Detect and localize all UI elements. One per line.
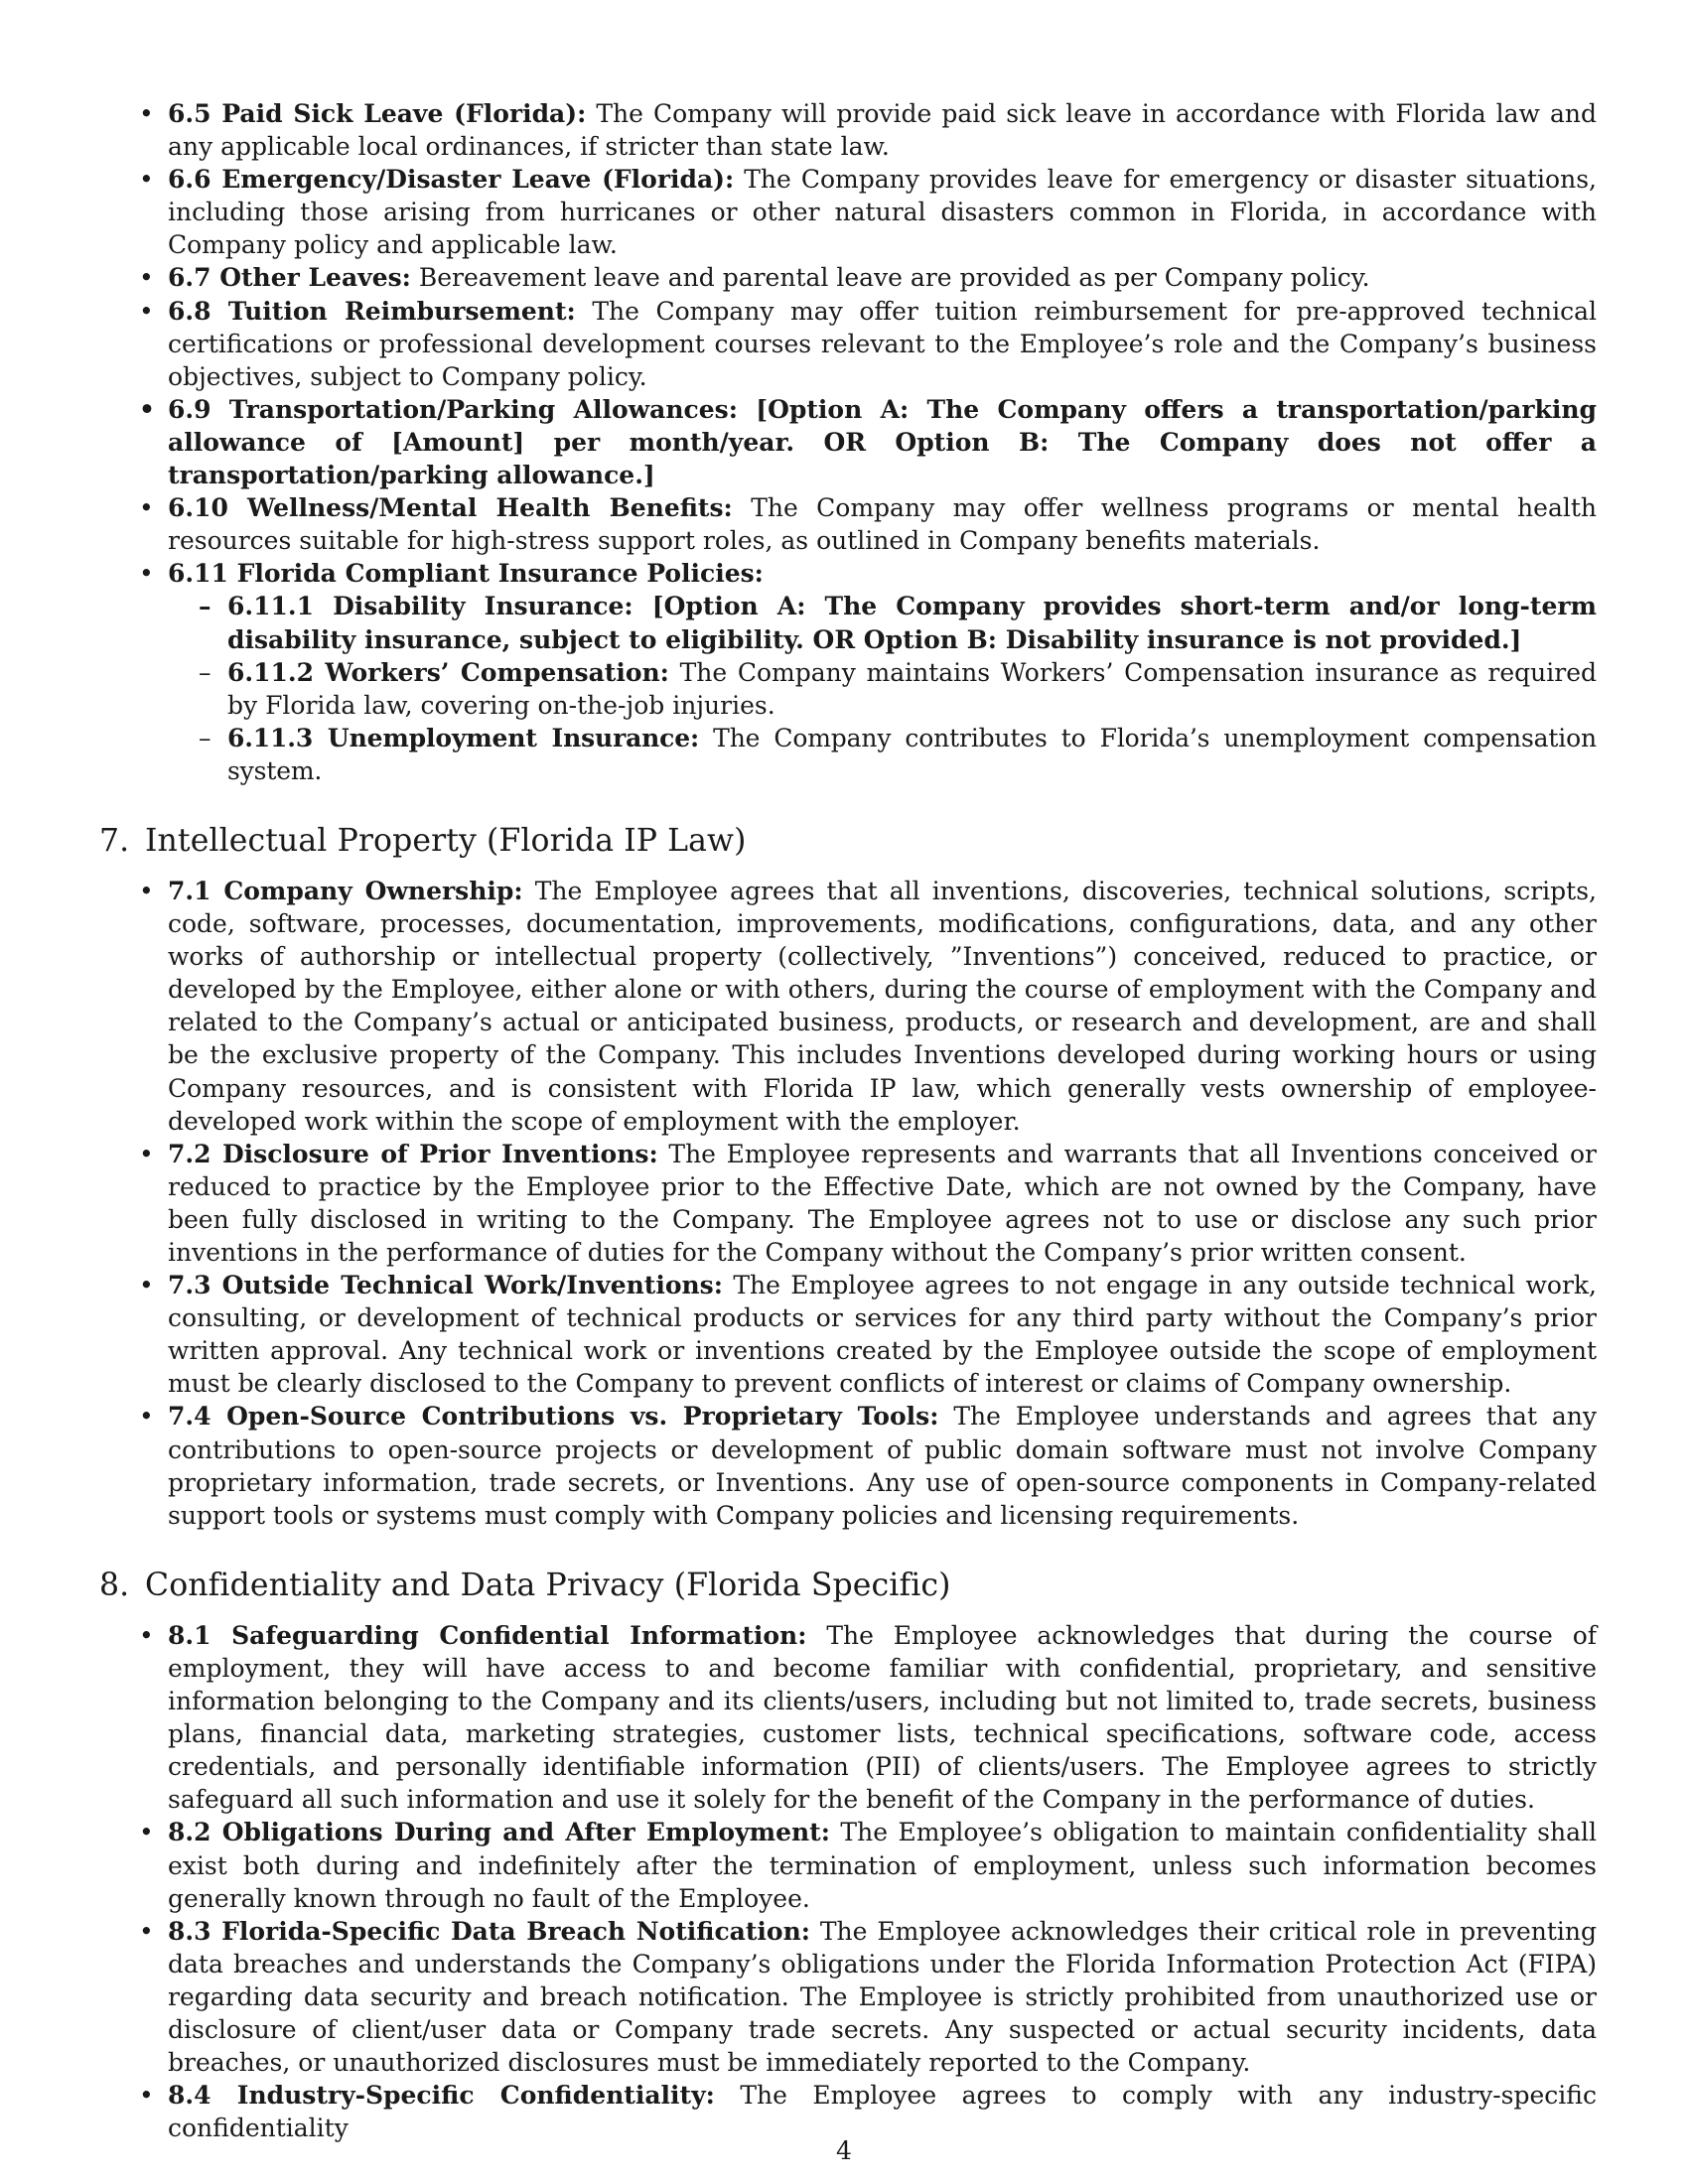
clause-text: The Company provides leave for emergency or disaster situations, including those arising from hurricanes or other natural disasters common in Florida, in accordance with Company policy and applicable law. [168, 165, 1597, 260]
clause-6-11-3 [99, 722, 1597, 787]
clause-8-4 [99, 2079, 1597, 2144]
clause-6-11-sublist [168, 590, 1597, 787]
clause-6-9 [99, 393, 1597, 491]
clause-6-7 [99, 261, 1597, 294]
section-8-heading [99, 1566, 1597, 1605]
clause-text: The Employee agrees that all inventions, discoveries, technical solutions, scripts, code, software, processes, documentation, improvements, modifications, configurations, data, and any other works of authorship or intellectual property (collectively, ”Inventions”) conceived, reduced to practice, or developed by the Employee, either alone or with others, during the course of employment with the Company and related to the Company’s actual or anticipated business, products, or research and development, are and shall be the exclusive property of the Company. This includes Inventions developed during working hours or using Company resources, and is consistent with Florida IP law, which generally vests ownership of employee-developed work within the scope of employment with the employer. [168, 876, 1597, 1136]
clause-text: [Option A: The Company offers a transportation/parking allowance of [Amount] per month/year. OR Option B: The Company does not offer a transportation/parking allowance.] [168, 394, 1597, 490]
clause-7-2 [99, 1138, 1597, 1269]
clause-text: The Employee acknowledges that during the course of employment, they will have access to and become familiar with confidential, proprietary, and sensitive information belonging to the Company and its clients/users, including but not limited to, trade secrets, business plans, financial data, marketing strategies, customer lists, technical specifications, software code, access credentials, and personally identifiable information (PII) of clients/users. The Employee agrees to strictly safeguard all such information and use it solely for the benefit of the Company in the performance of duties. [168, 1620, 1598, 1815]
clause-6-11 [99, 557, 1597, 787]
clause-text: The Employee’s obligation to maintain confidentiality shall exist both during and indefinitely after the termination of employment, unless such information becomes generally known through no fault of the Employee. [168, 1818, 1597, 1913]
section-number: 8. [99, 1567, 130, 1603]
subclause-heading: 6.11.1 Disability Insurance: [227, 592, 633, 621]
clause-text: The Employee agrees to comply with any industry-specific confidentiality [168, 2081, 1597, 2143]
clause-6-11-1 [99, 590, 1597, 655]
subclause-text: The Company maintains Workers’ Compensation insurance as required by Florida law, covering on-the-job injuries. [227, 657, 1597, 720]
section-title: Intellectual Property (Florida IP Law) [145, 822, 747, 859]
page-number: 4 [836, 2136, 852, 2165]
clause-text: The Employee represents and warrants that all Inventions conceived or reduced to practice by the Employee prior to the Effective Date, which are not owned by the Company, have been fully disclosed in writing to the Company. The Employee agrees not to use or disclose any such prior inventions in the performance of duties for the Company without the Company’s prior written consent. [168, 1139, 1598, 1267]
clause-text: The Company may offer wellness programs or mental health resources suitable for high-stress support roles, as outlined in Company benefits materials. [168, 493, 1597, 556]
section-title: Confidentiality and Data Privacy (Florida Specific) [145, 1567, 951, 1603]
clause-6-5 [99, 97, 1597, 163]
section-6-list [99, 97, 1597, 787]
clause-6-6 [99, 163, 1597, 261]
clause-6-11-2 [99, 656, 1597, 722]
clause-heading: 7.2 Disclosure of Prior Inventions: [168, 1139, 658, 1168]
clause-heading: 8.1 Safeguarding Confidential Information: [168, 1620, 807, 1650]
clause-8-3 [99, 1915, 1597, 2079]
clause-7-1 [99, 875, 1597, 1138]
clause-text: The Employee understands and agrees that any contributions to open-source projects or development of public domain software must not involve Company proprietary information, trade secrets, or Inventions. Any use of open-source components in Company-related support tools or systems must comply with Company policies and licensing requirements. [168, 1402, 1598, 1530]
clause-heading: 6.11 Florida Compliant Insurance Policies: [168, 559, 764, 589]
clause-heading: 6.8 Tuition Reimbursement: [168, 296, 576, 326]
clause-heading: 8.4 Industry-Specific Confidentiality: [168, 2081, 715, 2111]
section-number: 7. [99, 822, 130, 859]
section-7-heading [99, 821, 1597, 861]
section-7-list [99, 875, 1597, 1532]
clause-heading: 7.3 Outside Technical Work/Inventions: [168, 1271, 723, 1300]
subclause-heading: 6.11.3 Unemployment Insurance: [227, 723, 700, 752]
section-8-list [99, 1619, 1597, 2145]
clause-heading: 7.1 Company Ownership: [168, 876, 523, 905]
clause-7-3 [99, 1269, 1597, 1400]
subclause-heading: 6.11.2 Workers’ Compensation: [227, 657, 669, 687]
clause-text: The Company may offer tuition reimbursement for pre-approved technical certifications or professional development courses relevant to the Employee’s role and the Company’s business objectives, subject to Company policy. [168, 296, 1598, 391]
clause-text: The Employee acknowledges their critical role in preventing data breaches and understands the Company’s obligations under the Florida Information Protection Act (FIPA) regarding data security and breach notification. The Employee is strictly prohibited from unauthorized use or disclosure of client/user data or Company trade secrets. Any suspected or actual security incidents, data breaches, or unauthorized disclosures must be immediately reported to the Company. [168, 1916, 1597, 2078]
document-page [99, 97, 1597, 2144]
clause-heading: 7.4 Open-Source Contributions vs. Proprietary Tools: [168, 1402, 939, 1432]
clause-text: The Company will provide paid sick leave in accordance with Florida law and any applicable local ordinances, if stricter than state law. [168, 99, 1597, 162]
clause-text: Bereavement leave and parental leave are provided as per Company policy. [410, 263, 1370, 293]
clause-heading: 6.5 Paid Sick Leave (Florida): [168, 99, 587, 128]
subclause-text: [Option A: The Company provides short-term and/or long-term disability insurance, subject to eligibility. OR Option B: Disability insurance is not provided.] [227, 592, 1598, 654]
clause-8-2 [99, 1816, 1597, 1914]
clause-6-8 [99, 295, 1597, 393]
clause-text: The Employee agrees to not engage in any outside technical work, consulting, or development of technical products or services for any third party without the Company’s prior written approval. Any technical work or inventions created by the Employee outside the scope of employment must be clearly disclosed to the Company to prevent conflicts of interest or claims of Company ownership. [168, 1271, 1597, 1399]
subclause-text: The Company contributes to Florida’s unemployment compensation system. [227, 723, 1597, 785]
clause-heading: 6.9 Transportation/Parking Allowances: [168, 394, 738, 424]
clause-8-1 [99, 1619, 1597, 1817]
clause-6-10 [99, 491, 1597, 557]
clause-7-4 [99, 1400, 1597, 1531]
clause-heading: 8.3 Florida-Specific Data Breach Notification: [168, 1916, 810, 1946]
clause-heading: 8.2 Obligations During and After Employment: [168, 1818, 830, 1847]
clause-heading: 6.10 Wellness/Mental Health Benefits: [168, 493, 733, 523]
clause-heading: 6.7 Other Leaves: [168, 263, 411, 293]
clause-heading: 6.6 Emergency/Disaster Leave (Florida): [168, 165, 735, 195]
